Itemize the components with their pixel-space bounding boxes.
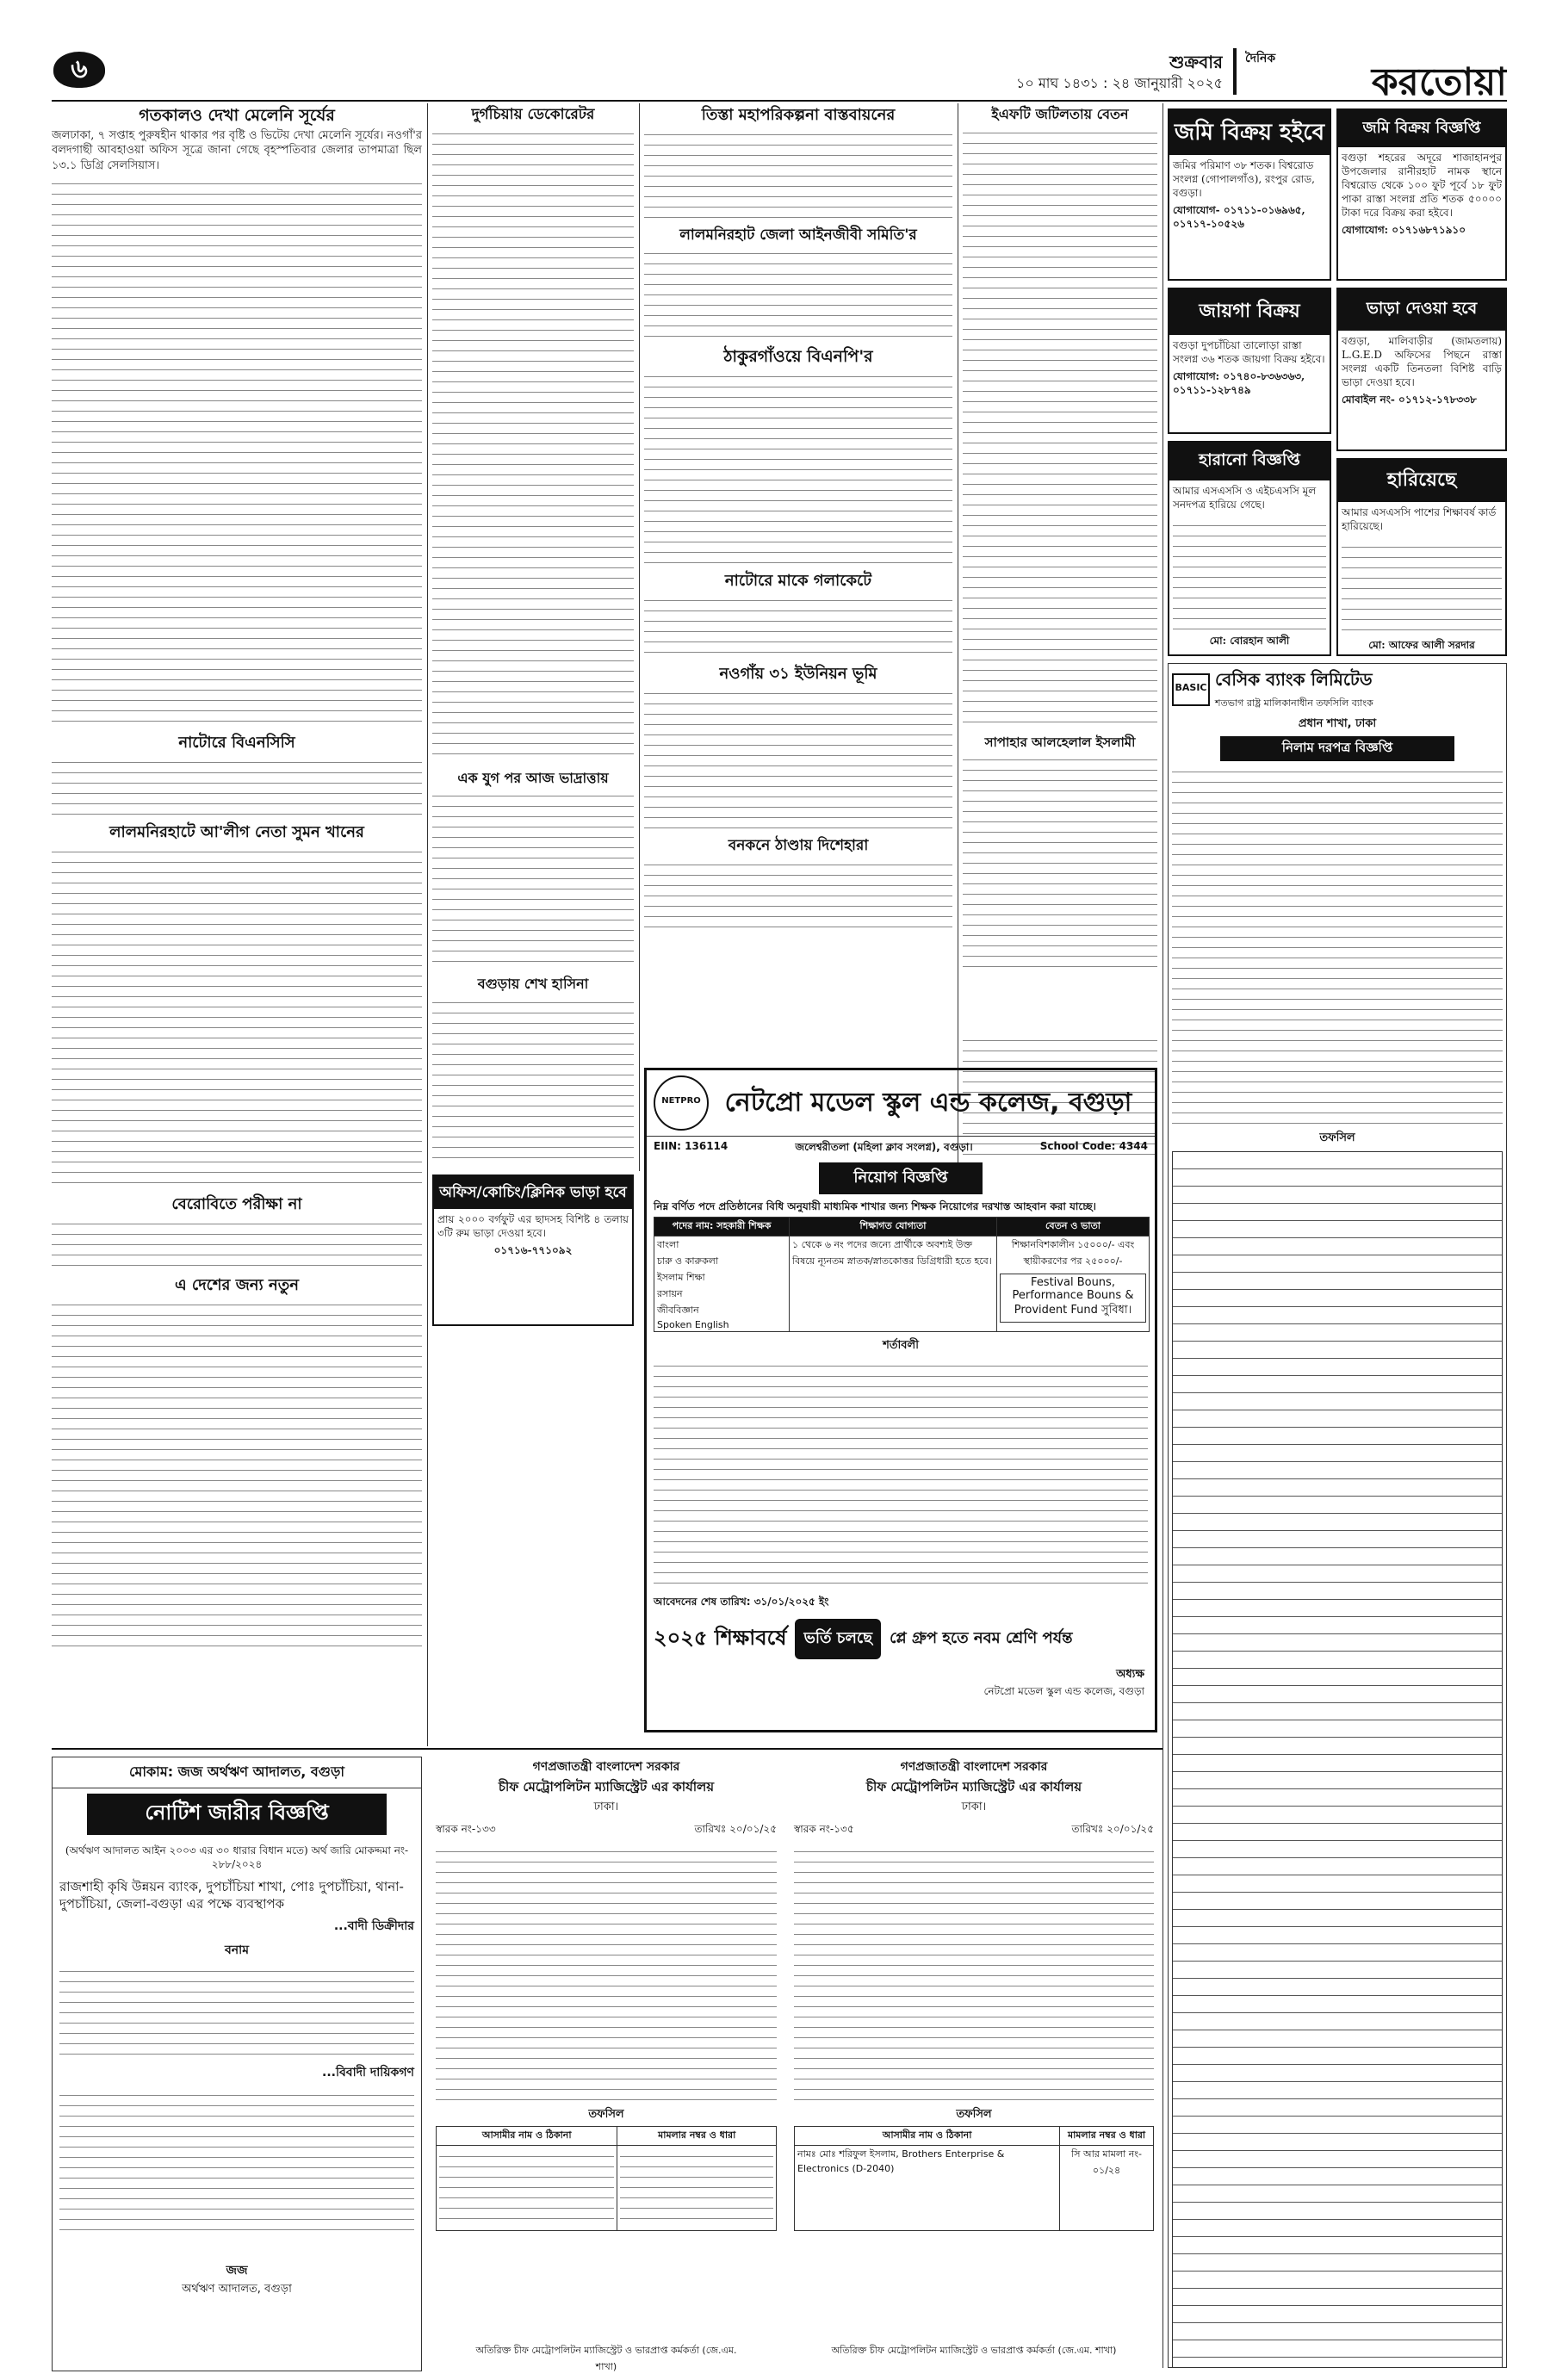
headline-lalmonirhat: লালমনিরহাটে আ'লীগ নেতা সুমন খানের [109,823,364,842]
govt2-table [794,2126,1154,2231]
govt2-col-accused: আসামীর নাম ও ঠিকানা [795,2127,1060,2146]
column-four [963,105,1157,1026]
govt2-office: চীফ মেট্রোপলিটন ম্যাজিস্ট্রেট এর কার্যালয় [865,1779,1082,1794]
article-decorator-body [432,127,634,764]
govt2-date: তারিখঃ ২০/০১/২৫ [1071,1823,1154,1835]
basic-bank-sub: শতভাগ রাষ্ট্র মালিকানাধীন তফসিলি ব্যাংক [1215,697,1373,709]
ad-missing-text: আমার এসএসসি পাশের শিক্ষাবর্ষ কার্ড হারিয়েছে। [1342,506,1497,532]
article-naogaon-body [644,686,952,833]
ad-lost-text: আমার এসএসসি ও এইচএসসি মূল সনদপত্র হারিয়ে গেছে। [1173,485,1317,511]
headline-teesta: তিস্তা মহাপরিকল্পনা বাস্তবায়নের [701,106,896,124]
ad-rent [1336,288,1507,451]
article-fog-lead: জলঢাকা, ৭ সপ্তাহ পুরুষহীন থাকার পর বৃষ্টি ও ভিটেয় দেখা মেলেনি সূর্যের। নওগাঁ'র বলদগাছী আবহাওয়া অফিস সূত্রে জানা গেছে বৃহস্পতিবার জেলার তাপমাত্রা ছিল ১৩.১ ডিগ্রি সেলসিয়াস। [52,128,422,172]
court-body [59,2088,414,2234]
ad-missing-details [1342,540,1502,635]
govt1-body [436,1844,777,2103]
govt1-city: ঢাকা। [593,1800,619,1813]
govt1-table [436,2126,777,2231]
table-header-qual: শিক্ষাগত যোগ্যতা [790,1218,997,1236]
post-item: Spoken English [657,1319,729,1330]
masthead [0,0,1550,102]
article-eft-body [963,126,1157,728]
article-fog-body [52,177,422,728]
ad-office-rent [432,1175,634,1326]
page-number-badge [53,52,105,88]
headline-new-country: এ দেশের জন্য নতুন [174,1275,300,1294]
govt1-gov: গণপ্রজাতন্ত্রী বাংলাদেশ সরকার [532,1760,680,1774]
school-rules-title: শর্তাবলী [883,1339,919,1352]
paper-small-label: দৈনিক [1245,52,1276,65]
ad-space-sale-title: জায়গা বিক্রয় [1169,289,1330,335]
col-rule [1162,103,1163,2368]
ad-rent-phone: মোবাইল নং- ০১৭১২-১৭৮৩৩৮ [1342,394,1477,406]
post-item: জীববিজ্ঞান [657,1305,699,1316]
ad-land-sale-notice-text: বগুড়া শহরের অদূরে শাজাহানপুর উপজেলার রানীরহাট নামক স্থানে বিশ্বরোড থেকে ১০০ ফুট পূর্বে ১৮ ফুট পাকা রাস্তা সংলগ্ন প্রতি শতক ৫০০০০ টাকা দরে বিক্রয় করা হইবে। [1342,152,1502,219]
govt1-signer: অতিরিক্ত চীফ মেট্রোপলিটন ম্যাজিস্ট্রেট ও ভারপ্রাপ্ত কর্মকর্তা (জে.এম. শাখা) [475,2345,737,2371]
masthead-divider [1233,48,1237,95]
school-admission-badge: ভর্তি চলছে [795,1619,881,1659]
table-header-salary: বেতন ও ভাতা [997,1218,1150,1236]
ad-rent-text: বগুড়া, মালিবাড়ীর (জামতলায়) L.G.E.D অফিসের পিছনে রাস্তা সংলগ্ন একটি তিনতলা বিশিষ্ট বাড়ি ভাড়া দেওয়া হবে। [1342,335,1502,388]
article-natore-bncc-body [52,755,422,817]
masthead-rule [52,100,1507,102]
paper-name-logo: করতোয়া [1371,60,1507,96]
article-new-country-body [52,1298,422,1651]
school-notice-title: নিয়োগ বিজ্ঞপ্তি [819,1162,983,1194]
basic-bank-name: বেসিক ব্যাংক লিমিটেড [1215,669,1373,690]
post-item: বাংলা [657,1239,679,1250]
govt1-col-case: মামলার নম্বর ও ধারা [617,2127,777,2146]
school-logo: NETPRO [654,1075,709,1131]
govt1-office: চীফ মেট্রোপলিটন ম্যাজিস্ট্রেট এর কার্যালয় [498,1779,715,1794]
basic-bank-body [1172,765,1503,1126]
headline-cold: বনকনে ঠাণ্ডায় দিশেহারা [728,836,869,854]
govt2-case-no: সি আর মামলা নং- ০১/২৪ [1071,2148,1142,2176]
court-title: নোটিশ জারীর বিজ্ঞপ্তি [87,1794,387,1835]
date-full: ১০ মাঘ ১৪৩১ : ২৪ জানুয়ারী ২০২৫ [1016,75,1223,91]
school-name: নেটপ্রো মডেল স্কুল এন্ড কলেজ, বগুড়া [724,1087,1132,1118]
basic-bank-logo: BASIC [1172,673,1210,706]
court-plaintiff-tag: ...বাদী ডিক্রীদার [333,1919,414,1933]
school-address: জলেশ্বরীতলা (মহিলা ক্লাব সংলগ্ন), বগুড়া। [795,1141,973,1153]
article-lalmonirhat-body [52,845,422,1189]
article-sapahar-body [963,753,1157,968]
headline-natore-bncc: নাটোরে বিএনসিসি [178,734,295,753]
headline-sheikh-hasina: বগুড়ায় শেখ হাসিনা [477,976,589,993]
ad-lost-name: মো: বোরহান আলী [1209,635,1290,647]
headline-decorator: দুর্গচিয়ায় ডেকোরেটর [471,106,595,123]
school-signer: অধ্যক্ষ [1116,1668,1144,1681]
ad-land-sale-big-title: জমি বিক্রয় হইবে [1169,110,1330,155]
col-rule [639,103,640,1171]
school-admission-range: প্লে গ্রুপ হতে নবম শ্রেণি পর্যন্ত [890,1629,1073,1647]
salary-cell: শিক্ষানবিশকালীন ১৫০০০/- এবং স্থায়ীকরণের পর ২৫০০০/- [1011,1239,1135,1267]
ad-land-sale-notice-title: জমি বিক্রয় বিজ্ঞপ্তি [1338,110,1505,147]
article-natore-murder-body [644,593,952,660]
bottom-section-rule [52,1748,1162,1750]
court-signer: জজ [226,2264,248,2278]
ad-land-sale-big [1168,108,1331,281]
headline-sapahar: সাপাহার আলহেলাল ইসলামী [984,734,1136,750]
ad-space-sale [1168,288,1331,434]
notice-govt-2 [790,1757,1157,2371]
date-weekday: শুক্রবার [1169,52,1223,71]
ad-school-recruitment [644,1068,1157,1732]
ad-basic-bank [1168,663,1507,2368]
article-bhadrottay-body [432,789,634,970]
ad-missing-title: হারিয়েছে [1338,460,1505,502]
basic-bank-schedule: তফসিল [1319,1131,1355,1144]
ad-missing-name: মো: আফের আলী সরদার [1368,639,1475,651]
court-defendants [59,1964,414,2059]
govt1-schedule: তফসিল [588,2108,624,2121]
headline-berobi: বেরোবিতে পরীক্ষা না [171,1194,302,1213]
page-number: ৬ [71,54,88,84]
basic-bank-title: নিলাম দরপত্র বিজ্ঞপ্তি [1220,736,1454,761]
school-code: School Code: 4344 [1039,1140,1148,1152]
headline-naogaon-land: নওগাঁয় ৩১ ইউনিয়ন ভূমি [719,665,877,684]
basic-bank-office: প্রধান শাখা, ঢাকা [1298,717,1377,730]
govt2-signer: অতিরিক্ত চীফ মেট্রোপলিটন ম্যাজিস্ট্রেট ও ভারপ্রাপ্ত কর্মকর্তা (জে.এম. শাখা) [831,2345,1117,2356]
headline-lawyers-assoc: লালমনিরহাট জেলা আইনজীবী সমিতি'র [679,226,917,244]
govt2-schedule: তফসিল [956,2108,992,2121]
qualification-cell: ১ থেকে ৬ নং পদের জন্যে প্রার্থীকে অবশ্যই উক্ত বিষয়ে ন্যূনতম স্নাতক/স্নাতকোত্তর ডিগ্রিধারী হতে হবে। [790,1236,997,1332]
school-rules-body [654,1359,1148,1591]
headline-eft: ইএফটি জটিলতায় বেতন [991,106,1129,122]
post-item: ইসলাম শিক্ষা [657,1272,705,1283]
school-posts-table [654,1217,1150,1332]
ad-lost-details [1173,518,1326,630]
ad-missing [1336,458,1507,656]
ad-lost [1168,441,1331,656]
school-eiin: EIIN: 136114 [654,1140,728,1152]
ad-office-rent-title: অফিস/কোচিং/ক্লিনিক ভাড়া হবে [434,1176,632,1209]
column-two [432,105,634,1169]
court-case: (অর্থঋণ আদালত আইন ২০০৩ এর ৩০ ধারার বিধান মতে) অর্থ জারি মোকদ্দমা নং- ২৮৮/২০২৪ [65,1844,409,1870]
govt2-gov: গণপ্রজাতন্ত্রী বাংলাদেশ সরকার [900,1760,1048,1774]
govt1-memo: স্বারক নং-১৩৩ [436,1823,496,1835]
court-top: মোকাম: জজ অর্থঋণ আদালত, বগুড়া [53,1757,421,1788]
article-teesta-body [644,127,952,222]
school-session: ২০২৫ শিক্ষাবর্ষে [654,1625,787,1650]
ad-land-sale-big-phone: যোগাযোগ- ০১৭১১-০১৬৯৬৫, ০১৭১৭-১০৫২৬ [1173,204,1305,230]
govt2-col-case: মামলার নম্বর ও ধারা [1060,2127,1154,2146]
court-versus: বনাম [225,1943,249,1957]
basic-bank-table-area [1172,1151,1503,2368]
court-plaintiff: রাজশাহী কৃষি উন্নয়ন ব্যাংক, দুপচাঁচিয়া শাখা, পোঃ দুপচাঁচিয়া, থানা-দুপচাঁচিয়া, জেলা-বগুড়া এর পক্ষে ব্যবস্থাপক [59,1879,404,1912]
school-deadline: আবেদনের শেষ তারিখ: ৩১/০১/২০২৫ ইং [654,1596,829,1608]
court-signer-org: অর্থঋণ আদালত, বগুড়া [182,2283,292,2296]
article-lawyers-body [644,246,952,343]
ad-office-rent-phone: ০১৭১৬-৭৭১০৯২ [493,1244,573,1256]
notice-govt-1 [432,1757,780,2371]
govt2-accused: নামঃ মোঃ শরিফুল ইসলাম, Brothers Enterprise & Electronics (D-2040) [797,2148,1005,2174]
post-item: চারু ও কারুকলা [657,1255,719,1267]
ad-land-sale-notice-phone: যোগাযোগ: ০১৭১৬৮৭১৯১০ [1342,224,1466,236]
article-thakurgaon-body [644,369,952,567]
school-signer-org: নেটপ্রো মডেল স্কুল এন্ড কলেজ, বগুড়া [983,1685,1144,1697]
column-three [644,105,952,1026]
school-intro: নিম্ন বর্ণিত পদে প্রতিষ্ঠানের বিধি অনুযায়ী মাধ্যমিক শাখার জন্য শিক্ষক নিয়োগের দরখাস্ত আহবান করা যাচ্ছে। [654,1200,1096,1212]
table-header-post: পদের নাম: সহকারী শিক্ষক [654,1218,790,1236]
notice-court [52,1757,422,2371]
ad-rent-title: ভাড়া দেওয়া হবে [1338,289,1505,331]
headline-fog: গতকালও দেখা মেলেনি সূর্যের [139,106,335,125]
ad-space-sale-text: বগুড়া দুপচাঁচিয়া তালোড়া রাস্তা সংলগ্ন ৩৬ শতক জায়গা বিক্রয় হইবে। [1173,339,1325,365]
govt1-date: তারিখঃ ২০/০১/২৫ [694,1823,777,1835]
post-item: রসায়ন [657,1288,683,1299]
left-column [52,105,422,1746]
ad-space-sale-phone: যোগাযোগ: ০১৭৪০-৮৩৬৩৬৩, ০১৭১১-১২৮৭৪৯ [1173,370,1305,396]
govt1-col-accused: আসামীর নাম ও ঠিকানা [437,2127,617,2146]
headline-thakurgaon-bnp: ঠাকুরগাঁওয়ে বিএনপি'র [723,347,873,367]
ad-land-sale-notice [1336,108,1507,281]
article-cold-body [644,858,952,937]
headline-bhadrottay: এক যুগ পর আজ ভাদ্রাত্তায় [457,769,609,786]
ad-office-rent-text: প্রায় ২০০০ বর্গফুট এর ছাদসহ বিশিষ্ট ৪ তলায় ৩টি রুম ভাড়া দেওয়া হবে। [437,1213,629,1239]
col-rule [427,103,428,1746]
article-berobi-body [52,1217,422,1270]
ad-land-sale-big-text: জমির পরিমাণ ৩৮ শতক। বিশ্বরোড সংলগ্ন (গোপালগাঁও), রংপুর রোড, বগুড়া। [1173,159,1315,199]
bonus-cell: Festival Bouns, Performance Bouns & Provident Fund সুবিধা। [1000,1274,1146,1323]
article-sheikh-hasina-body [432,995,634,1168]
ad-lost-title: হারানো বিজ্ঞপ্তি [1169,443,1330,480]
govt2-memo: স্বারক নং-১৩৫ [794,1823,854,1835]
court-defendant-tag: ...বিবাদী দায়িকগণ [322,2066,414,2079]
headline-natore-murder: নাটোরে মাকে গলাকেটে [724,572,872,591]
govt2-city: ঢাকা। [961,1800,987,1813]
govt2-body [794,1844,1154,2103]
